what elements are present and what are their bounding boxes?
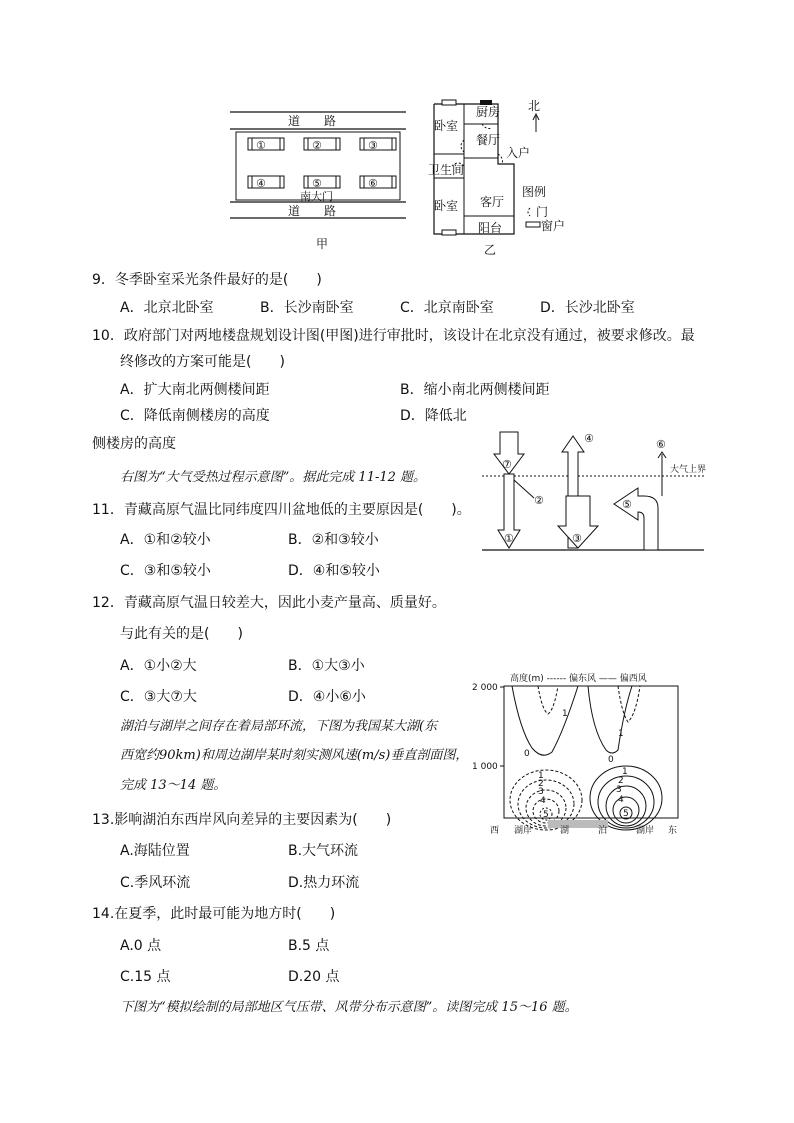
figure-jia-site-plan — [226, 108, 410, 250]
contour-upper-left-solid — [512, 686, 578, 755]
north-label: 北 — [528, 99, 541, 113]
q9-option-c[interactable]: C．北京南卧室 — [400, 300, 494, 316]
room-bathroom: 卫生间 — [428, 163, 465, 177]
svg-text:3: 3 — [616, 785, 622, 795]
svg-text:3: 3 — [538, 787, 544, 797]
q12-option-d[interactable]: D．④小⑥小 — [288, 689, 366, 705]
svg-text:①: ① — [256, 139, 266, 152]
arrow-5 — [614, 488, 658, 550]
svg-text:1: 1 — [622, 767, 628, 777]
legend-door: 门 — [536, 205, 549, 219]
south-gate-label: 南大门 — [300, 190, 333, 203]
legend-title: 图例 — [522, 185, 547, 199]
svg-text:⑤: ⑤ — [312, 177, 322, 190]
label-jia: 甲 — [316, 237, 329, 250]
svg-text:2: 2 — [618, 776, 624, 786]
label-yi: 乙 — [484, 243, 497, 257]
svg-text:东: 东 — [668, 826, 678, 836]
q11-option-d[interactable]: D．④和⑤较小 — [288, 563, 380, 579]
svg-text:5: 5 — [543, 810, 549, 820]
q10-stem-line1: 10．政府部门对两地楼盘规划设计图(甲图)进行审批时，该设计在北京没有通过，被要求修改。最 — [92, 328, 695, 344]
svg-text:⑤: ⑤ — [622, 498, 632, 511]
legend-window-icon — [526, 222, 540, 227]
svg-text:5: 5 — [623, 809, 629, 819]
q9-stem: 9．冬季卧室采光条件最好的是( ) — [92, 272, 322, 288]
svg-text:②: ② — [312, 139, 322, 152]
q13-option-a[interactable]: A.海陆位置 — [120, 843, 190, 859]
svg-text:湖岸: 湖岸 — [636, 826, 655, 836]
intro-13-14-line2: 西宽约90km)和周边湖岸某时刻实测风速(m/s)垂直剖面图， — [120, 748, 469, 763]
q14-option-a[interactable]: A.0 点 — [120, 938, 162, 954]
svg-text:④: ④ — [584, 432, 594, 445]
figure-yi-floor-plan — [422, 96, 582, 258]
q14-option-c[interactable]: C.15 点 — [120, 969, 171, 985]
window-icon — [442, 230, 456, 235]
building-1 — [248, 138, 284, 152]
svg-text:1: 1 — [562, 709, 568, 719]
q9-option-a[interactable]: A．北京北卧室 — [120, 300, 214, 316]
intro-13-14-line1: 湖泊与湖岸之间存在着局部环流，下图为我国某大湖(东 — [120, 719, 438, 734]
svg-text:③: ③ — [572, 532, 582, 545]
svg-text:0: 0 — [524, 749, 530, 759]
q11-option-a[interactable]: A．①和②较小 — [120, 532, 211, 548]
svg-text:⑥: ⑥ — [656, 438, 666, 451]
building-4 — [248, 176, 284, 190]
q10-option-b[interactable]: B．缩小南北两侧楼间距 — [400, 382, 550, 398]
svg-text:⑥: ⑥ — [368, 177, 378, 190]
q9-option-d[interactable]: D．长沙北卧室 — [540, 300, 635, 316]
q12-option-c[interactable]: C．③大⑦大 — [120, 689, 197, 705]
svg-text:泊: 泊 — [598, 826, 608, 836]
building-2 — [304, 138, 340, 152]
svg-text:⑦: ⑦ — [502, 458, 512, 471]
q10-option-d-continuation: 侧楼房的高度 — [92, 436, 176, 452]
legend-door-icon — [528, 208, 530, 216]
room-balcony: 阳台 — [478, 221, 503, 235]
room-bedroom-top: 卧室 — [434, 119, 459, 133]
lake-fig-legend: 高度(m) ------ 偏东风 —— 偏西风 — [510, 674, 647, 684]
q13-option-c[interactable]: C.季风环流 — [120, 875, 191, 891]
y-tick-1000: 1 000 — [472, 762, 498, 772]
q12-stem-line1: 12．青藏高原气温日较差大，因此小麦产量高、质量好。 — [92, 595, 446, 611]
svg-text:0: 0 — [608, 755, 614, 765]
svg-text:1: 1 — [618, 729, 624, 739]
window-icon — [442, 100, 456, 105]
figure-lake-wind-profile — [468, 670, 692, 838]
q11-option-b[interactable]: B．②和③较小 — [288, 532, 379, 548]
label-entry: 入户 — [506, 146, 531, 160]
room-kitchen: 厨房 — [476, 105, 501, 119]
svg-text:1: 1 — [538, 771, 544, 781]
q14-option-b[interactable]: B.5 点 — [288, 938, 330, 954]
arrow-2 — [514, 480, 534, 498]
q13-option-b[interactable]: B.大气环流 — [288, 843, 359, 859]
intro-11-12: 右图为“大气受热过程示意图”。据此完成 11-12 题。 — [120, 470, 427, 485]
door-icon — [498, 154, 503, 164]
road-top-label: 道 路 — [288, 114, 337, 128]
svg-text:④: ④ — [256, 177, 266, 190]
svg-text:湖: 湖 — [560, 826, 570, 836]
q13-stem: 13.影响湖泊东西岸风向差异的主要因素为( ) — [92, 812, 392, 828]
atmosphere-upper-label: 大气上界 — [670, 465, 707, 475]
contour-upper-right-dashed — [618, 686, 640, 722]
building-6 — [360, 176, 396, 190]
svg-text:②: ② — [534, 494, 544, 507]
q12-stem-line2: 与此有关的是( ) — [120, 626, 243, 642]
building-5 — [304, 176, 340, 190]
intro-15-16: 下图为“模拟绘制的局部地区气压带、风带分布示意图”。读图完成 15～16 题。 — [120, 1000, 578, 1015]
legend-window: 窗户 — [541, 219, 566, 233]
q12-option-a[interactable]: A．①小②大 — [120, 658, 197, 674]
y-tick-2000: 2 000 — [472, 683, 498, 693]
door-icon — [482, 124, 492, 129]
q10-option-a[interactable]: A．扩大南北两侧楼间距 — [120, 382, 270, 398]
q10-option-d[interactable]: D．降低北 — [400, 408, 467, 424]
room-bedroom-bottom: 卧室 — [434, 199, 459, 213]
svg-text:2: 2 — [538, 779, 544, 789]
building-3 — [360, 138, 396, 152]
contour-upper-left-dashed — [538, 686, 558, 714]
q13-option-d[interactable]: D.热力环流 — [288, 875, 360, 891]
svg-text:西: 西 — [490, 826, 500, 836]
q14-stem: 14.在夏季，此时最可能为地方时( ) — [92, 906, 336, 922]
q11-option-c[interactable]: C．③和⑤较小 — [120, 563, 211, 579]
contour-right-3 — [606, 786, 646, 826]
q14-option-d[interactable]: D.20 点 — [288, 969, 340, 985]
figure-atmospheric-heating — [478, 428, 708, 556]
q11-stem: 11．青藏高原气温比同纬度四川盆地低的主要原因是( )。 — [92, 502, 471, 518]
svg-text:4: 4 — [540, 796, 546, 806]
q12-option-b[interactable]: B．①大③小 — [288, 658, 365, 674]
q10-stem-line2: 终修改的方案可能是( ) — [120, 354, 285, 370]
q10-option-c[interactable]: C．降低南侧楼房的高度 — [120, 408, 270, 424]
room-living: 客厅 — [480, 195, 505, 209]
road-bottom-label: 道 路 — [288, 204, 337, 218]
svg-text:湖岸: 湖岸 — [514, 826, 533, 836]
room-dining: 餐厅 — [476, 133, 501, 147]
contour-upper-right-solid — [588, 686, 632, 753]
q9-option-b[interactable]: B．长沙南卧室 — [260, 300, 354, 316]
svg-text:①: ① — [504, 532, 514, 545]
svg-text:③: ③ — [368, 139, 378, 152]
svg-text:4: 4 — [618, 795, 624, 805]
intro-13-14-line3: 完成 13～14 题。 — [120, 778, 227, 793]
